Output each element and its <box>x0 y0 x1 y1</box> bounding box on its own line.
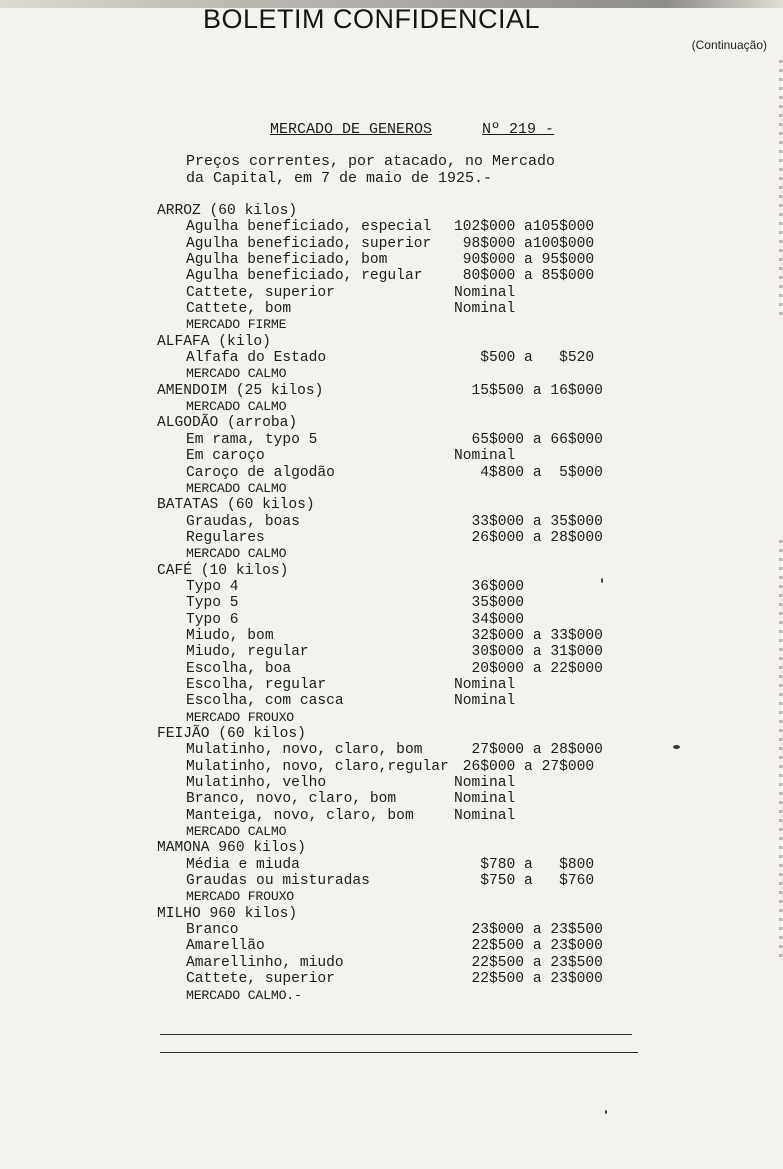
row-price: Nominal <box>454 448 516 465</box>
category-heading <box>157 840 677 856</box>
row-label: Graudas, boas <box>186 513 300 530</box>
price-item <box>157 595 677 611</box>
price-item <box>157 644 677 660</box>
price-item <box>157 465 677 481</box>
subject-number: Nº 219 - <box>482 121 555 138</box>
scan-right-edge <box>779 60 783 320</box>
row-label: Manteiga, novo, claro, bom <box>186 807 414 824</box>
subject-line <box>270 121 554 138</box>
price-item <box>157 268 677 284</box>
category-heading <box>157 203 677 219</box>
price-item <box>157 530 677 546</box>
row-label: Regulares <box>186 529 265 546</box>
price-item <box>157 432 677 448</box>
row-label: Cattete, bom <box>186 301 292 318</box>
price-item <box>157 955 677 971</box>
row-price: 32$000 a 33$000 <box>454 627 603 644</box>
price-item <box>157 350 677 366</box>
price-item <box>157 661 677 677</box>
market-status <box>157 366 677 382</box>
market-status <box>157 546 677 562</box>
row-label: Em rama, typo 5 <box>186 431 318 448</box>
row-label: Amarellão <box>186 938 265 955</box>
category-heading <box>157 383 677 399</box>
price-item <box>157 857 677 873</box>
row-price: 30$000 a 31$000 <box>454 644 603 661</box>
row-label: Agulha beneficiado, regular <box>186 268 423 285</box>
row-price: 4$800 a 5$000 <box>454 464 603 481</box>
ink-spot <box>601 578 603 583</box>
price-item <box>157 628 677 644</box>
price-item <box>157 971 677 987</box>
row-price: 90$000 a 95$000 <box>454 252 595 269</box>
row-label: Agulha beneficiado, especial <box>186 219 432 236</box>
row-label: MERCADO CALMO <box>186 366 287 382</box>
row-label: Graudas ou misturadas <box>186 873 370 890</box>
row-label: MERCADO FROUXO <box>186 709 294 725</box>
row-label: MERCADO FROUXO <box>186 889 294 905</box>
row-label: AMENDOIM (25 kilos) <box>157 382 324 399</box>
row-price: 102$000 a105$000 <box>454 219 595 236</box>
price-item <box>157 791 677 807</box>
continuation-label: (Continuação) <box>691 38 767 52</box>
intro-paragraph <box>186 153 555 187</box>
price-list <box>157 203 677 1004</box>
category-heading <box>157 334 677 350</box>
price-item <box>157 677 677 693</box>
row-label: Agulha beneficiado, superior <box>186 235 432 252</box>
row-label: MAMONA 960 kilos) <box>157 840 306 857</box>
row-price: 65$000 a 66$000 <box>454 431 603 448</box>
row-label: Mulatinho, velho <box>186 775 327 792</box>
row-price: Nominal <box>454 693 516 710</box>
price-item <box>157 448 677 464</box>
price-item <box>157 252 677 268</box>
row-price: Nominal <box>454 284 516 301</box>
row-label: Typo 6 <box>186 611 239 628</box>
row-label: Em caroço <box>186 448 265 465</box>
row-label: FEIJÃO (60 kilos) <box>157 726 306 742</box>
price-item <box>157 742 677 758</box>
row-label: Mulatinho, novo, claro,regular <box>186 758 449 775</box>
intro-line-2: da Capital, em 7 de maio de 1925.- <box>186 170 493 187</box>
row-price: 27$000 a 28$000 <box>454 742 603 759</box>
market-status <box>157 988 677 1004</box>
row-label: MILHO 960 kilos) <box>157 905 298 922</box>
price-item <box>157 693 677 709</box>
row-label: Escolha, regular <box>186 676 327 693</box>
row-label: ALGODÃO (arroba) <box>157 415 298 432</box>
row-label: MERCADO FIRME <box>186 317 287 333</box>
row-price: 22$500 a 23$000 <box>454 938 603 955</box>
row-label: MERCADO CALMO <box>186 480 287 496</box>
row-label: Typo 5 <box>186 595 239 612</box>
row-label: ALFAFA (kilo) <box>157 333 271 350</box>
row-label: CAFÉ (10 kilos) <box>157 562 289 579</box>
row-label: MERCADO CALMO.- <box>186 987 302 1003</box>
row-label: Branco, novo, claro, bom <box>186 791 397 808</box>
price-item <box>157 808 677 824</box>
price-item <box>157 219 677 235</box>
row-label: Cattete, superior <box>186 284 335 301</box>
market-status <box>157 889 677 905</box>
price-item <box>157 579 677 595</box>
row-price: 26$000 a 28$000 <box>454 529 603 546</box>
row-price: $780 a $800 <box>454 856 595 873</box>
price-item <box>157 759 677 775</box>
row-label: Miudo, bom <box>186 627 274 644</box>
row-price: 26$000 a 27$000 <box>454 758 595 775</box>
row-price: $750 a $760 <box>454 873 595 890</box>
row-price: 23$000 a 23$500 <box>454 922 603 939</box>
category-heading <box>157 563 677 579</box>
row-label: Média e miuda <box>186 856 300 873</box>
row-label: BATATAS (60 kilos) <box>157 497 315 514</box>
row-price: Nominal <box>454 676 516 693</box>
row-label: Amarellinho, miudo <box>186 954 344 971</box>
category-heading <box>157 906 677 922</box>
row-label: MERCADO CALMO <box>186 824 287 840</box>
row-label: Escolha, com casca <box>186 693 344 710</box>
row-label: ARROZ (60 kilos) <box>157 203 298 219</box>
row-label: Mulatinho, novo, claro, bom <box>186 742 423 759</box>
category-heading <box>157 497 677 513</box>
row-price: $500 a $520 <box>454 350 595 367</box>
category-heading <box>157 415 677 431</box>
row-price: 80$000 a 85$000 <box>454 268 595 285</box>
price-item <box>157 873 677 889</box>
row-label: Agulha beneficiado, bom <box>186 252 388 269</box>
price-item <box>157 514 677 530</box>
row-price: 15$500 a 16$000 <box>454 382 603 399</box>
closing-rule-1 <box>160 1034 632 1035</box>
row-label: Branco <box>186 922 239 939</box>
row-label: Alfafa do Estado <box>186 350 327 367</box>
price-item <box>157 285 677 301</box>
row-price: 35$000 <box>454 595 525 612</box>
row-label: Cattete, superior <box>186 971 335 988</box>
price-item <box>157 236 677 252</box>
row-price: 36$000 <box>454 578 525 595</box>
row-price: 20$000 a 22$000 <box>454 660 603 677</box>
row-label: MERCADO CALMO <box>186 546 287 562</box>
row-price: Nominal <box>454 301 516 318</box>
bulletin-title: BOLETIM CONFIDENCIAL <box>203 4 541 34</box>
row-price: Nominal <box>454 775 516 792</box>
market-status <box>157 317 677 333</box>
scan-right-edge-lower <box>779 540 783 960</box>
ink-spot <box>605 1110 607 1114</box>
market-status <box>157 710 677 726</box>
row-price: 98$000 a100$000 <box>454 235 595 252</box>
ink-spot <box>673 745 680 749</box>
row-label: Escolha, boa <box>186 660 292 677</box>
price-item <box>157 301 677 317</box>
row-label: Caroço de algodão <box>186 464 335 481</box>
market-status <box>157 399 677 415</box>
row-label: MERCADO CALMO <box>186 399 287 415</box>
market-status <box>157 824 677 840</box>
price-item <box>157 938 677 954</box>
price-item <box>157 612 677 628</box>
subject-title: MERCADO DE GENEROS <box>270 121 433 138</box>
row-price: Nominal <box>454 807 516 824</box>
row-price: Nominal <box>454 791 516 808</box>
row-price: 34$000 <box>454 611 525 628</box>
price-item <box>157 922 677 938</box>
row-price: 22$500 a 23$500 <box>454 954 603 971</box>
row-price: 33$000 a 35$000 <box>454 513 603 530</box>
intro-line-1: Preços correntes, por atacado, no Mercado <box>186 153 556 170</box>
price-item <box>157 775 677 791</box>
category-heading <box>157 726 677 742</box>
row-label: Miudo, regular <box>186 644 309 661</box>
row-price: 22$500 a 23$000 <box>454 971 603 988</box>
market-status <box>157 481 677 497</box>
closing-rule-2 <box>160 1052 638 1053</box>
row-label: Typo 4 <box>186 578 239 595</box>
